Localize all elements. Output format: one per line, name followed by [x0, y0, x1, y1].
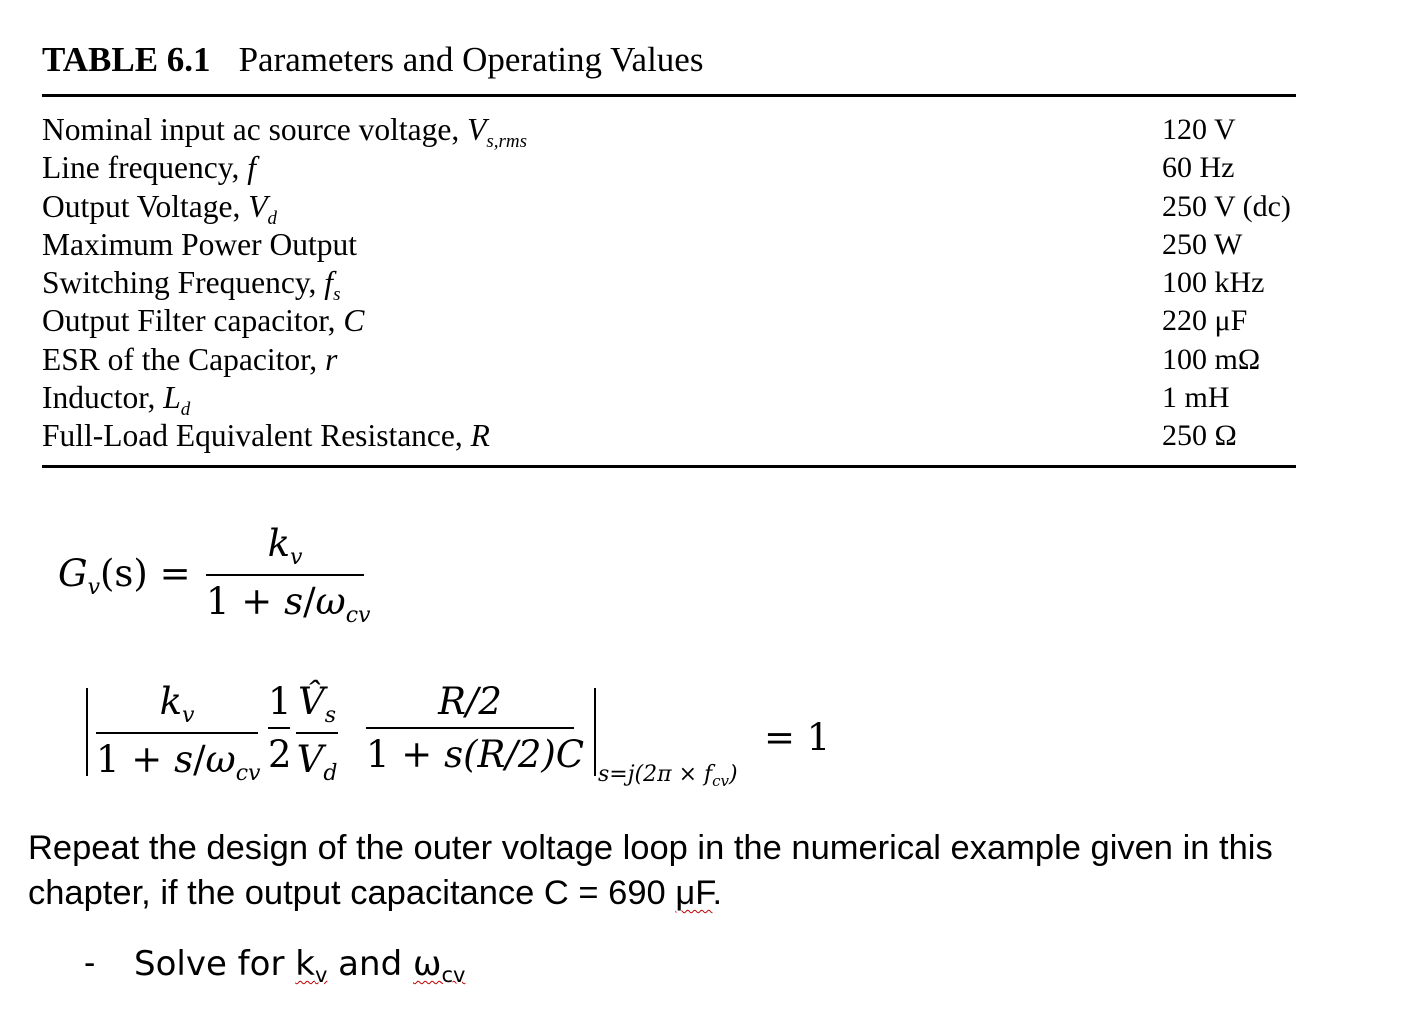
fraction-bar [206, 574, 364, 576]
task-bullet: Solve for $k_v$ and $\omega_{cv}$ [134, 944, 466, 987]
fraction-bar [296, 732, 338, 734]
table-caption: Parameters and Operating Values [238, 40, 704, 79]
fraction-denominator: $1 + s/\omega_{cv}$ [206, 580, 371, 628]
parameter-name: Line frequency, f [42, 150, 256, 186]
equation-rhs: = 1 [764, 716, 831, 759]
fraction-bar [366, 727, 574, 729]
fraction-denominator: $V_d$ [296, 738, 338, 786]
parameter-name: Output Filter capacitor, C [42, 303, 365, 339]
table-row [42, 264, 1296, 306]
table-row [42, 417, 1296, 455]
fraction-numerator: 1 [268, 680, 292, 723]
parameter-value: 220 μF [1162, 304, 1248, 338]
parameter-name: Nominal input ac source voltage, $V_{s,rms}$ [42, 112, 528, 152]
parameter-name: Switching Frequency, $f_s$ [42, 265, 341, 306]
parameter-value: 100 kHz [1162, 266, 1265, 300]
parameter-value: 1 mH [1162, 381, 1230, 415]
parameter-value: 120 V [1162, 113, 1236, 146]
fraction-numerator: R/2 [438, 680, 502, 723]
parameter-value: 100 mΩ [1162, 342, 1261, 376]
table-row [42, 302, 1296, 340]
equation-fraction [268, 680, 290, 776]
fraction-bar [268, 727, 290, 729]
fraction-denominator: 1 + s(R/2)C [366, 733, 585, 776]
loop-gain-equation [80, 680, 840, 800]
parameter-value: 250 Ω [1162, 419, 1237, 453]
parameter-value: 60 Hz [1162, 151, 1235, 185]
abs-bar-left [86, 688, 88, 776]
table-row [42, 188, 1296, 229]
fraction-numerator: $k_v$ [159, 680, 195, 728]
parameter-name: Output Voltage, $V_d$ [42, 188, 277, 229]
table-bottom-rule [42, 465, 1296, 468]
parameter-value: 250 V (dc) [1162, 189, 1291, 223]
parameter-name: ESR of the Capacitor, r [42, 341, 338, 377]
evaluation-point: $s=j(2\pi \times f_{cv})$ [598, 762, 738, 790]
parameter-name: Full-Load Equivalent Resistance, R [42, 418, 490, 454]
table-row [42, 111, 1296, 152]
table-top-rule [42, 94, 1296, 97]
equation-fraction [206, 522, 371, 628]
equation-fraction [296, 680, 338, 786]
table-row [42, 341, 1296, 379]
fraction-numerator: $V̂_s$ [297, 680, 337, 728]
fraction-numerator: $k_v$ [267, 522, 303, 570]
parameter-table [42, 111, 1296, 456]
fraction-denominator: 2 [268, 733, 292, 776]
equation-fraction [96, 680, 261, 786]
parameter-name: Maximum Power Output [42, 226, 357, 262]
equation-lhs: $G_v(s)$ = [58, 552, 191, 600]
kv-term: $k_v$ [295, 944, 328, 987]
table-row [42, 379, 1296, 421]
abs-bar-right [594, 688, 596, 776]
omega-cv-term: $\omega_{cv}$ [412, 944, 466, 987]
table-row [42, 149, 1296, 187]
capacitance-unit: μF [675, 874, 713, 912]
fraction-bar [96, 732, 258, 734]
transfer-function-equation [58, 522, 398, 632]
table-title [42, 40, 703, 80]
table-label: TABLE 6.1 [42, 40, 211, 79]
equation-fraction [366, 680, 585, 776]
problem-statement: Repeat the design of the outer voltage loop in the numerical example given in this chapter, if the output capacitance C = 690 μF. [28, 829, 1273, 912]
table-row [42, 226, 1296, 264]
fraction-denominator: $1 + s/\omega_{cv}$ [96, 738, 261, 786]
parameter-value: 250 W [1162, 227, 1243, 261]
parameter-name: Inductor, $L_d$ [42, 380, 191, 421]
bullet-marker: - [84, 944, 96, 982]
